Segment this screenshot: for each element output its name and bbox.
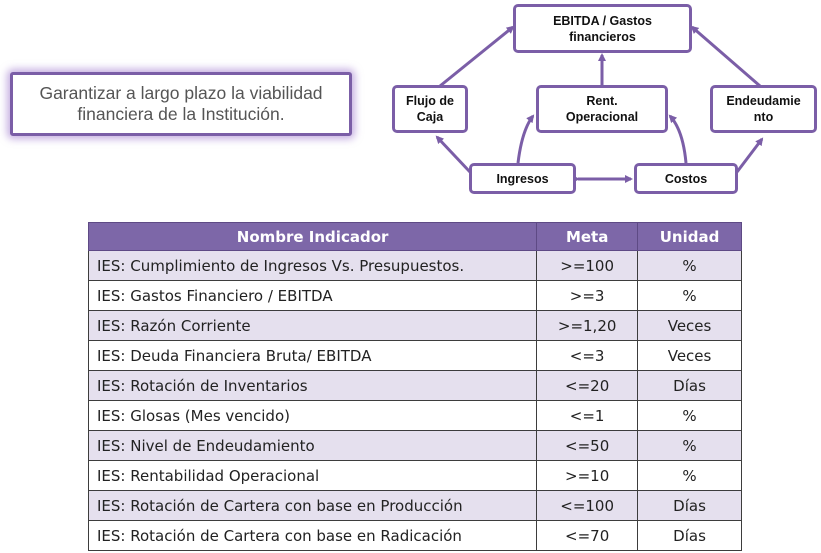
table-row	[89, 311, 742, 341]
indicators-table	[88, 222, 742, 551]
table-row	[89, 521, 742, 551]
indicator-name: IES: Deuda Financiera Bruta/ EBITDA	[89, 341, 537, 371]
indicator-unit: %	[638, 431, 742, 461]
indicator-name: IES: Rotación de Inventarios	[89, 371, 537, 401]
indicator-name: IES: Cumplimiento de Ingresos Vs. Presupuestos.	[89, 251, 537, 281]
indicator-unit: Veces	[638, 311, 742, 341]
indicator-meta: <=1	[537, 401, 638, 431]
indicator-name: IES: Glosas (Mes vencido)	[89, 401, 537, 431]
header-nombre: Nombre Indicador	[89, 223, 537, 251]
arrow-flujo-to-ebitda	[440, 27, 513, 86]
table-header-row	[89, 223, 742, 251]
header-unidad: Unidad	[638, 223, 742, 251]
arrow-endeudamiento-to-ebitda	[692, 27, 760, 86]
table-row	[89, 251, 742, 281]
indicator-unit: %	[638, 461, 742, 491]
table-row	[89, 371, 742, 401]
node-rent-operacional: Rent. Operacional	[536, 85, 668, 133]
indicator-meta: >=100	[537, 251, 638, 281]
indicator-meta: <=70	[537, 521, 638, 551]
indicator-meta: >=10	[537, 461, 638, 491]
indicator-unit: %	[638, 281, 742, 311]
indicator-name: IES: Rotación de Cartera con base en Producción	[89, 491, 537, 521]
indicator-meta: <=20	[537, 371, 638, 401]
indicator-meta: >=3	[537, 281, 638, 311]
indicator-meta: <=3	[537, 341, 638, 371]
node-flujo-de-caja: Flujo de Caja	[392, 85, 468, 133]
arrow-costos-to-endeudamiento	[737, 139, 762, 172]
indicator-unit: %	[638, 251, 742, 281]
header-meta: Meta	[537, 223, 638, 251]
arrow-ingresos-to-rent	[518, 116, 533, 163]
indicator-meta: <=50	[537, 431, 638, 461]
indicator-unit: Días	[638, 491, 742, 521]
indicator-name: IES: Razón Corriente	[89, 311, 537, 341]
table-row	[89, 281, 742, 311]
indicator-unit: Días	[638, 521, 742, 551]
node-ebitda: EBITDA / Gastos financieros	[513, 4, 692, 53]
arrow-ingresos-to-flujo	[437, 137, 470, 172]
node-endeudamiento: Endeudamie nto	[710, 85, 817, 133]
indicator-unit: Días	[638, 371, 742, 401]
node-ingresos: Ingresos	[469, 163, 576, 194]
indicator-meta: >=1,20	[537, 311, 638, 341]
indicator-unit: %	[638, 401, 742, 431]
indicator-name: IES: Rentabilidad Operacional	[89, 461, 537, 491]
table-row	[89, 491, 742, 521]
indicator-name: IES: Nivel de Endeudamiento	[89, 431, 537, 461]
indicator-name: IES: Gastos Financiero / EBITDA	[89, 281, 537, 311]
indicator-name: IES: Rotación de Cartera con base en Radicación	[89, 521, 537, 551]
objective-box: Garantizar a largo plazo la viabilidad financiera de la Institución.	[10, 72, 352, 136]
indicator-unit: Veces	[638, 341, 742, 371]
table-row	[89, 341, 742, 371]
table-row	[89, 431, 742, 461]
table-row	[89, 401, 742, 431]
arrow-costos-to-rent	[670, 116, 686, 163]
table-row	[89, 461, 742, 491]
node-costos: Costos	[634, 163, 738, 194]
indicator-meta: <=100	[537, 491, 638, 521]
